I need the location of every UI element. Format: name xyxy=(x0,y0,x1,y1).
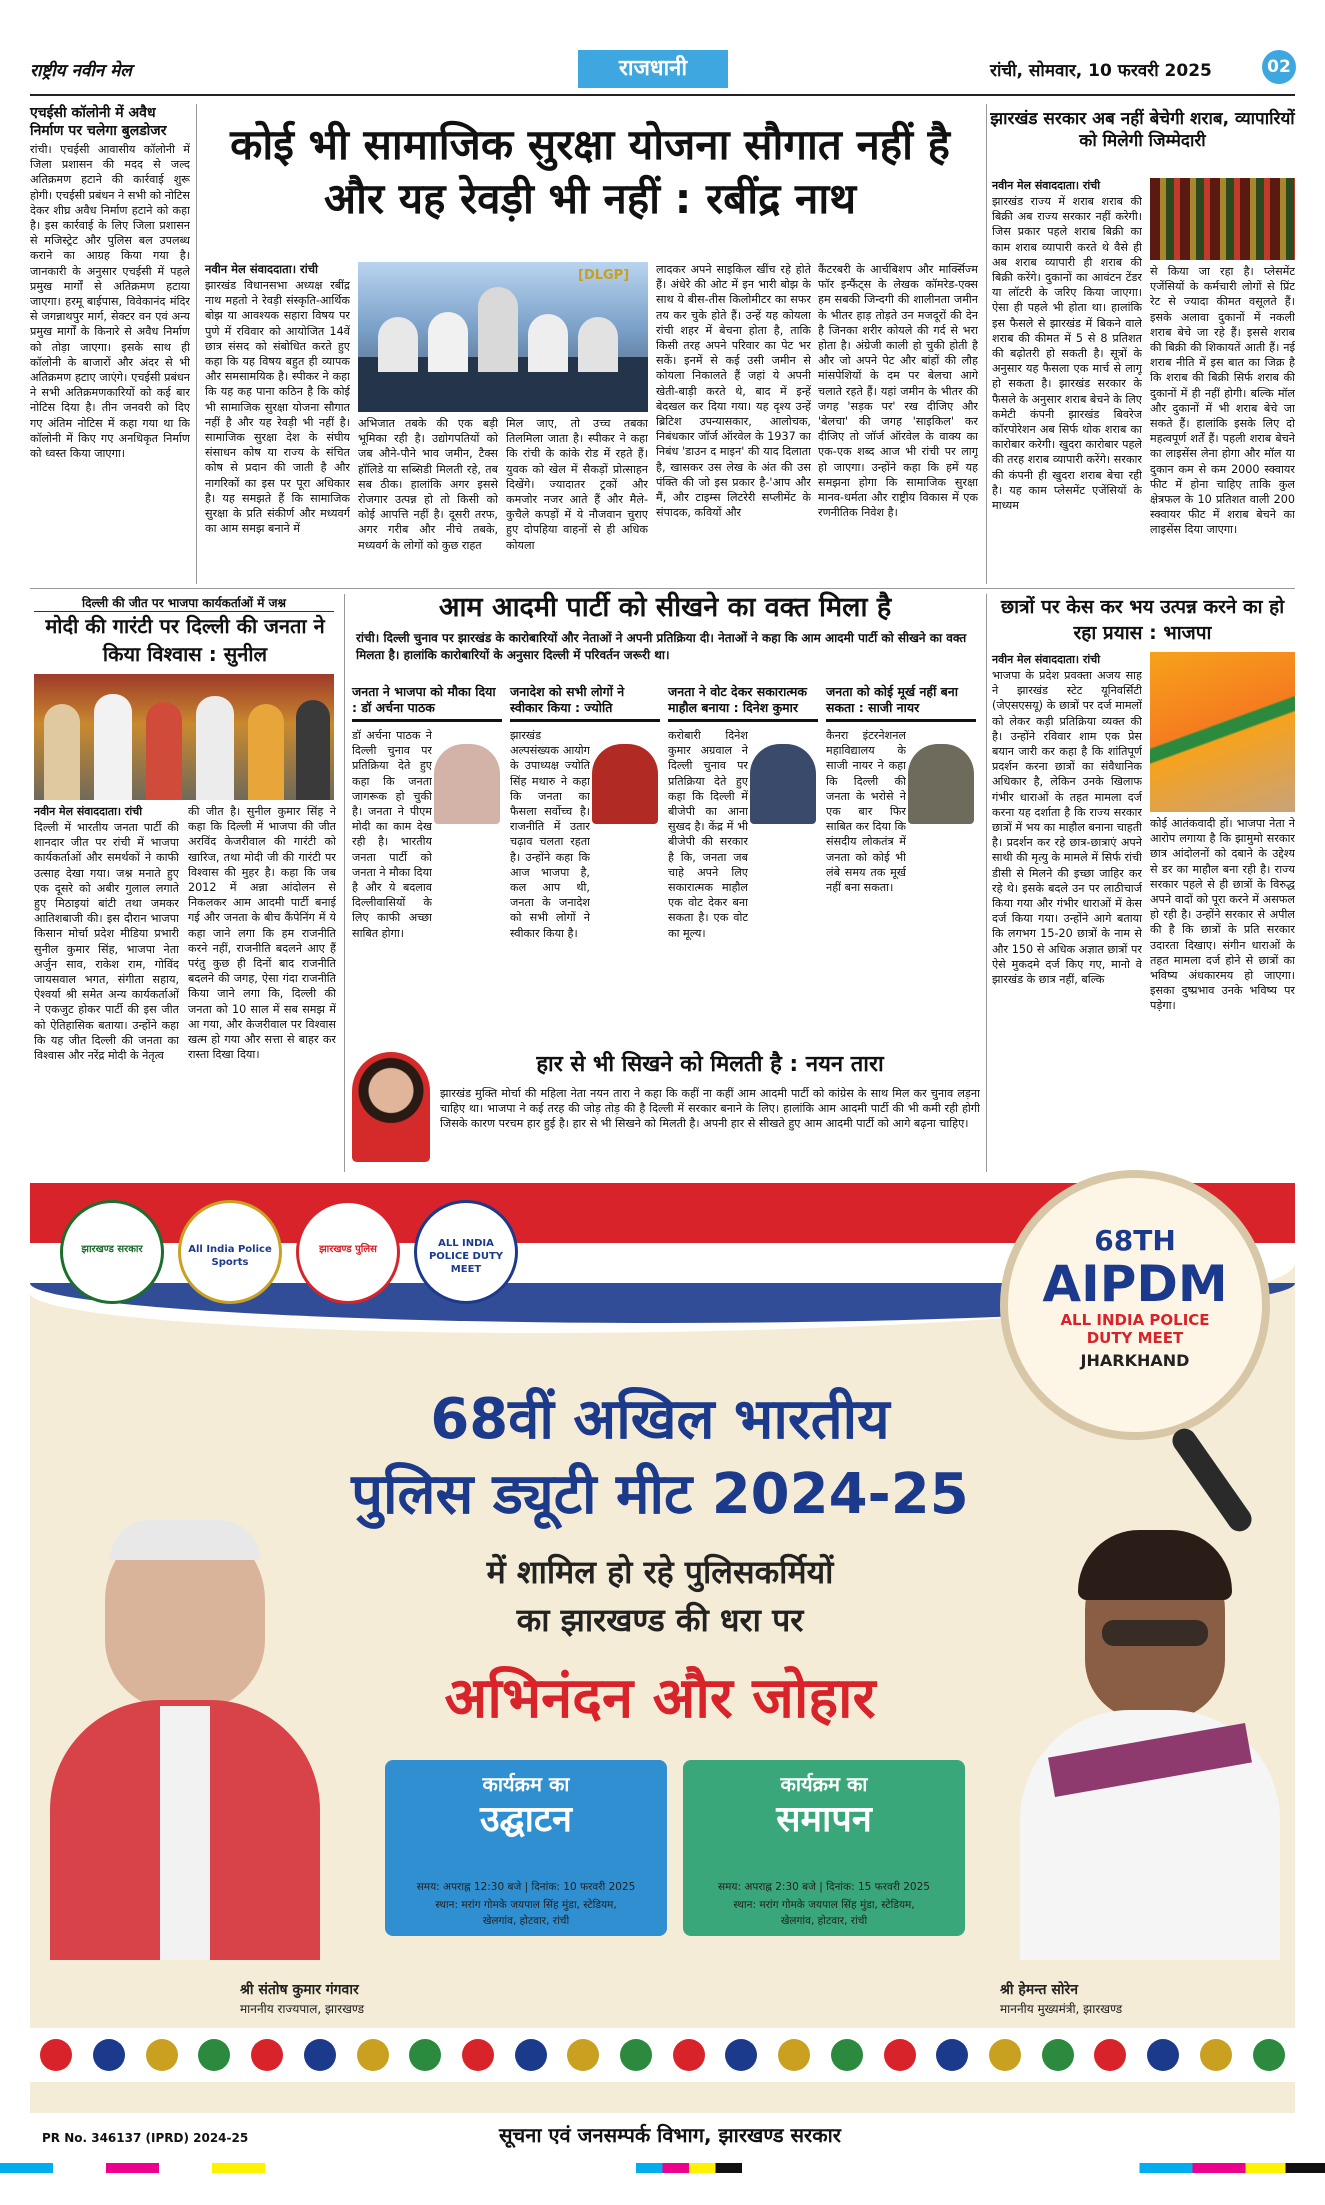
section-divider xyxy=(30,588,1295,589)
right-top-headline: झारखंड सरकार अब नहीं बेचेगी शराब, व्यापारियों को मिलेगी जिम्मेदारी xyxy=(990,109,1295,151)
governor-role: माननीय राज्यपाल, झारखण्ड xyxy=(240,2002,365,2016)
right-mid-col-1: भाजपा के प्रदेश प्रवक्ता अजय साह ने झारखंड स्टेट यूनिवर्सिटी (जेएसएसयू) के छात्रों पर दर्ज मामलों को लेकर कड़ी प्रतिक्रिया व्यक्त की है। उन्होंने रविवार शाम एक प्रेस बयान जारी कर कहा है कि शांतिपूर्ण प्रदर्शन करना छात्रों का संवैधानिक अधिकार है, लेकिन उनके खिलाफ गंभीर धाराओं के तहत मामला दर्ज करना यह दर्शाता है कि राज्य सरकार छात्रों में भय का माहौल बनाना चाहती है। प्रदर्शन कर रहे छात्र-छात्राएं अपने साथी की मृत्यु के मामले में सिर्फ रांची डीसी से मिलने की इच्छा जाहिर कर रहे थे। इसके बदले उन पर लाठीचार्ज किया गया और गंभीर धाराओं में केस दर्ज किया गया। उन्होंने आगे बताया कि लगभग 15-20 छात्रों के नाम से और 150 से अधिक अज्ञात छात्रों पर ऐसे मुकदमे दर्ज किए गए, मानो वे झारखंड के छात्र नहीं, बल्कि xyxy=(992,669,1142,987)
lead-col-2: अभिजात तबके की एक बड़ी भूमिका रही है। उद्योगपतियों को जब औने-पौने भाव जमीन, टैक्स हॉलिडे या सब्सिडी मिलती रहे, तब सब ठीक। हालांकि अगर इससे रोजगार उत्पन्न हो तो किसी को कोई आपत्ति नहीं है। दूसरी तरफ, अगर गरीब और नीचे तबके, मध्यवर्ग के लोगों को कुछ राहत xyxy=(358,417,498,552)
quote-block-4 xyxy=(826,684,976,1044)
color-registration-strip xyxy=(0,2163,1325,2173)
lead-headline: कोई भी सामाजिक सुरक्षा योजना सौगात नहीं है और यह रेवड़ी भी नहीं : रबींद्र नाथ xyxy=(230,120,950,223)
badge-icon xyxy=(567,2039,599,2071)
section-tab[interactable]: राजधानी xyxy=(578,50,728,88)
inauguration-venue: स्थान: मरांग गोमके जयपाल सिंह मुंडा, स्टेडियम, xyxy=(435,1899,617,1911)
ad-subtitle-1: में शामिल हो रहे पुलिसकर्मियों xyxy=(486,1553,834,1591)
liquor-shelf-photo xyxy=(1150,178,1295,260)
right-top-col-2: से किया जा रहा है। प्लेसमेंट एजेंसियों के कर्मचारी लोगों से प्रिंट रेट से ज्यादा कीमत वसूलते हैं। इसके अलावा दुकानों में नकली शराब बेचे जा रहे हैं। इससे शराब की बिक्री की शिकायतें आती हैं। नई शराब नीति में इस बात का जिक्र है कि शराब की बिक्री सिर्फ शराब की दुकानों में ही नहीं होगी। बल्कि मॉल और दुकानों में भी शराब बेचे जा सकते हैं। हालांकि इसके लिए दो महत्वपूर्ण शर्तें हैं। पहली शराब बेचने का लाइसेंस लेना होगा और मॉल या दुकान कम से कम 2000 स्क्वायर फीट में होना चाहिए ताकि कुल क्षेत्रफल के 10 प्रतिशत वाली 200 स्क्वायर फीट में शराब बेचने का लाइसेंस दिया जाएगा। xyxy=(1150,265,1295,537)
badge-icon xyxy=(936,2039,968,2071)
nayan-headline: हार से भी सिखने को मिलती है : नयन तारा xyxy=(536,1052,884,1077)
quote-body: कैनरा इंटरनेशनल महाविद्यालय के साजी नायर ने कहा कि दिल्ली की जनता के भरोसे ने एक बार फिर साबित कर दिया कि संसदीय लोकतंत्र में जनता को कोई भी लंबे समय तक मूर्ख नहीं बना सकता। xyxy=(826,729,906,895)
nayan-body: झारखंड मुक्ति मोर्चा की महिला नेता नयन तारा ने कहा कि कहीं ना कहीं आम आदमी पार्टी को कांग्रेस के साथ मिल कर चुनाव लड़ना चाहिए था। भाजपा ने कई तरह की जोड़ तोड़ की है दिल्ली में सरकार बनाने के लिए। हालांकि आम आदमी पार्टी की भी कमी रही होगी जिसके कारण परचम हार हुई है। हार से भी सिखने को मिलती है। अपनी हार से सीखते हुए आम आदमी पार्टी को आगे बढ़ना चाहिए। xyxy=(440,1087,980,1131)
lead-col-1: झारखंड विधानसभा अध्यक्ष रबींद्र नाथ महतो ने रेवड़ी संस्कृति-आर्थिक बोझ या आवश्यक सहारा विषय पर पुणे में रविवार को आयोजित 14वें छात्र संसद को संबोधित करते हुए कहा कि यह विषय बहुत ही व्यापक और समसामयिक है। स्पीकर ने कहा कि यह कह पाना कठिन है कि कोई भी सामाजिक सुरक्षा योजना सौगात नहीं है और यह रेवड़ी भी नहीं है। सामाजिक सुरक्षा देश के संघीय संसाधन कोष या राज्य के संचित कोष से प्रदान की जाती है और नागरिकों का इस पर पूरा अधिकार है। यह समझते हैं कि सामाजिक सुरक्षा के प्रति संकीर्ण और मध्यवर्ग का आम समझ बनाने में xyxy=(205,279,350,536)
right-mid-headline: छात्रों पर केस कर भय उत्पन्न करने का हो रहा प्रयास : भाजपा xyxy=(1000,596,1285,644)
inauguration-venue-2: खेलगांव, होटवार, रांची xyxy=(482,1915,570,1927)
badge-icon xyxy=(304,2039,336,2071)
closing-venue-2: खेलगांव, होटवार, रांची xyxy=(780,1915,868,1927)
badge-icon xyxy=(831,2039,863,2071)
right-mid-byline: नवीन मेल संवाददाता। रांची xyxy=(992,653,1101,666)
badge-icon xyxy=(409,2039,441,2071)
badge-icon xyxy=(251,2039,283,2071)
badge-icon xyxy=(198,2039,230,2071)
closing-venue: स्थान: मरांग गोमके जयपाल सिंह मुंडा, स्टेडियम, xyxy=(733,1899,915,1911)
badge-icon xyxy=(725,2039,757,2071)
lead-col-4: लादकर अपने साइकिल खींच रहे होते हैं। अंधेरे की ओट में इन भारी बोझ के साथ ये बीस-तीस किलोमीटर का सफर तय कर चुके होते हैं। उन्हें यह कोयला रांची शहर में बेचना होता है, ताकि किसी तरह अपने परिवार का पेट भर सकें। इनमें से कई उसी जमीन से कोयला निकालते हैं जहां ये अपनी खेती-बाड़ी करते थे, बाद में इन्हें बेदखल कर दिया गया। यह दृश्य उन्हें ब्रिटिश उपन्यासकार, आलोचक, निबंधकार जॉर्ज ऑरवेल के 1937 का निबंध 'डाउन द माइन' की याद दिलाता है, खासकर उस लेख के अंत की उस पंक्ति की जो इस प्रकार है-'आप और मैं, और टाइम्स लिटरेरी सप्लीमेंट के संपादक, कवियों और xyxy=(656,263,811,520)
cm-name: श्री हेमन्त सोरेन xyxy=(1000,1982,1078,1998)
governor-name: श्री संतोष कुमार गंगवार xyxy=(240,1982,359,1998)
left-story xyxy=(30,104,190,604)
newspaper-brand: राष्ट्रीय नवीन मेल xyxy=(30,61,132,81)
left-story-heading: एचईसी कॉलोनी में अवैध निर्माण पर चलेगा बुलडोजर xyxy=(30,105,167,139)
aap-dek: रांची। दिल्ली चुनाव पर झारखंड के कारोबारियों और नेताओं ने अपनी प्रतिक्रिया दी। नेताओं ने कहा कि आम आदमी पार्टी को सीखने का वक्त मिलता है। हालांकि कारोबारियों के अनुसार दिल्ली में परिवर्तन जरूरी था। xyxy=(356,631,967,662)
page-number: 02 xyxy=(1262,50,1296,84)
lead-photo xyxy=(358,262,648,412)
left-story-body: रांची। एचईसी आवासीय कॉलोनी में जिला प्रशासन की मदद से जल्द अतिक्रमण हटाने की कार्रवाई शुरू होगी। एचईसी प्रबंधन ने सभी को नोटिस देकर शीघ्र अवैध निर्माण हटाने को कहा है। इस कार्रवाई के लिए जिला प्रशासन से मजिस्ट्रेट और पुलिस बल उपलब्ध कराने का आग्रह किया गया है। जानकारी के अनुसार एचईसी में पहले प्रमुख मार्गों से अतिक्रमण हटाया जाएगा। हरमू बाईपास, विवेकानंद मंदिर से जगन्नाथपुर मार्ग, सेक्टर वन एवं अन्य प्रमुख मार्गों के किनारे से अवैध निर्माण को तोड़ा जाएगा। इसके साथ ही कॉलोनी के बाजारों और अंदर से भी अतिक्रमण हटाए जाएंगे। एचईसी प्रबंधन ने सभी अतिक्रमणकारियों को कई बार नोटिस दिया है। तीन जनवरी को दिए गए अंतिम नोटिस में कहा गया था कि कॉलोनी में किए गए अनधिकृत निर्माण को ध्वस्त किया जाएगा। xyxy=(30,143,190,461)
quote-title: जनता को कोई मूर्ख नहीं बना सकता : साजी नायर xyxy=(826,684,976,722)
lead-byline: नवीन मेल संवाददाता। रांची xyxy=(205,262,319,276)
quote-title: जनता ने वोट देकर सकारात्मक माहौल बनाया : दिनेश कुमार xyxy=(668,684,818,722)
masthead xyxy=(30,50,1295,90)
quote-title: जनादेश को सभी लोगों ने स्वीकार किया : ज्योति xyxy=(510,684,660,722)
left-mid-col-1: दिल्ली में भारतीय जनता पार्टी की शानदार जीत पर रांची में भाजपा कार्यकर्ताओं और समर्थकों ने काफी उत्साह देखा गया। जश्न मनाते हुए एक दूसरे को अबीर गुलाल लगाते हुए मिठाइयां बांटी तथा जमकर आतिशबाजी की। इस दौरान भाजपा किसान मोर्चा प्रदेश मीडिया प्रभारी सुनील कुमार सिंह, भाजपा नेता अर्जुन साव, राकेश राम, गोविंद जायसवाल भगत, संगीता सहाय, ऐश्वर्या श्री समेत अन्य कार्यकर्ताओं ने एकजुट होकर पार्टी की इस जीत को ऐतिहासिक बताया। उन्होंने कहा कि यह जीत दिल्ली की जनता का विश्वास और नरेंद्र मोदी के नेतृत्व xyxy=(34,821,179,1063)
aipdm-badge xyxy=(1000,1170,1270,1440)
badge-icon xyxy=(40,2039,72,2071)
badge-icon xyxy=(884,2039,916,2071)
badge-icon xyxy=(1147,2039,1179,2071)
cm-portrait xyxy=(1010,1520,1290,1960)
card-title: उद्घाटन xyxy=(479,1799,573,1840)
bjp-flag-photo xyxy=(1150,652,1295,812)
column-divider xyxy=(196,104,197,584)
quote-block-1 xyxy=(352,684,502,1044)
left-mid-byline: नवीन मेल संवाददाता। रांची xyxy=(34,805,143,818)
badge-icon xyxy=(778,2039,810,2071)
right-top-col-1: झारखंड राज्य में शराब शराब की बिक्री अब राज्य सरकार नहीं करेगी। जिस प्रकार पहले शराब बिक्री का काम शराब व्यापारी करते थे वैसे ही अब शराब व्यापारी ही शराब की बिक्री करेंगे। दुकानों का आवंटन टेंडर या लॉटरी के जरिए किया जाएगा। ऐसा ही पहले भी होता था। हालांकि इस फैसले से झारखंड में बिकने वाले शराब की कीमत में 5 से 8 प्रतिशत की बढ़ोतरी हो सकती है। सूत्रों के अनुसार यह फैसला एक मार्च से लागू हो सकता है। झारखंड सरकार के फैसले के अनुसार शराब बेचने के लिए कमेटी कंपनी झारखंड बिवरेज कॉरपोरेशन अब सिर्फ थोक शराब का कारोबार करेगी। खुदरा कारोबार पहले की तरह शराब व्यापारी करेंगे। सरकार की कंपनी ही खुदरा शराब बेचा रही है। यह काम प्लेसमेंट एजेंसियों के माध्यम xyxy=(992,195,1142,513)
badge-icon xyxy=(1253,2039,1285,2071)
badge-icon xyxy=(1094,2039,1126,2071)
card-title: समापन xyxy=(776,1799,872,1840)
ad-title-line-2: पुलिस ड्यूटी मीट 2024-25 xyxy=(351,1462,969,1527)
quote-block-2 xyxy=(510,684,660,1044)
card-kicker: कार्यक्रम का xyxy=(482,1772,570,1796)
governor-portrait xyxy=(40,1520,330,1960)
quote-title: जनता ने भाजपा को मौका दिया : डॉ अर्चना पाठक xyxy=(352,684,502,722)
badge-icon xyxy=(989,2039,1021,2071)
ad-greeting: अभिनंदन और जोहार xyxy=(444,1666,876,1731)
jharkhand-emblem: झारखण्ड सरकार xyxy=(60,1200,164,1304)
closing-time: समय: अपराह्न 2:30 बजे | दिनांक: 15 फरवरी 2025 xyxy=(718,1881,930,1893)
lead-col-3: मिल जाए, तो उच्च तबका तिलमिला जाता है। स्पीकर ने कहा कि रांची के कांके रोड में रहते हैं। युवक को खेल में सैकड़ों प्रोत्साहन दिखेंगे। ज्यादातर ट्रकों और कमजोर नजर आते हैं और मैले-कुचैले कपड़ों में ये नौजवान चुराए हुए दोपहिया वाहनों से ही अधिक कोयला xyxy=(506,417,648,552)
police-sports-emblem: All India Police Sports xyxy=(178,1200,282,1304)
archana-photo xyxy=(434,744,500,824)
masthead-rule xyxy=(30,94,1295,96)
badge-icon xyxy=(1042,2039,1074,2071)
pr-number: PR No. 346137 (IPRD) 2024-25 xyxy=(42,2131,249,2145)
nayan-tara-photo xyxy=(352,1052,430,1162)
badge-icon xyxy=(462,2039,494,2071)
card-kicker: कार्यक्रम का xyxy=(780,1772,868,1796)
badge-line-5: JHARKHAND xyxy=(1080,1351,1190,1370)
department-name: सूचना एवं जनसम्पर्क विभाग, झारखण्ड सरकार xyxy=(499,2123,841,2147)
cm-role: माननीय मुख्यमंत्री, झारखण्ड xyxy=(1000,2002,1123,2016)
badge-icon xyxy=(357,2039,389,2071)
badge-line-4: DUTY MEET xyxy=(1086,1329,1184,1347)
badge-ordinal: 68TH xyxy=(1094,1224,1176,1257)
ad-subtitle-2: का झारखण्ड की धरा पर xyxy=(516,1601,804,1639)
right-top-byline: नवीन मेल संवाददाता। रांची xyxy=(992,179,1101,192)
police-badges-row xyxy=(30,2028,1295,2082)
badge-icon xyxy=(93,2039,125,2071)
saji-photo xyxy=(908,744,974,824)
quote-body: झारखंड अल्पसंख्यक आयोग के उपाध्यक्ष ज्योति सिंह मथारु ने कहा कि जनता का फैसला सर्वोच्च है। राजनीति में उतार चढ़ाव चलता रहता है। उन्होंने कहा कि आज भाजपा है, कल आप थी, जनता के जनादेश को सभी लोगों ने स्वीकार किया है। xyxy=(510,729,590,940)
jharkhand-police-emblem: झारखण्ड पुलिस xyxy=(296,1200,400,1304)
quote-body: करोबारी दिनेश कुमार अग्रवाल ने दिल्ली चुनाव पर प्रतिक्रिया देते हुए कहा कि दिल्ली में बीजेपी का आना सुखद है। केंद्र में भी बीजेपी की सरकार है कि, जनता जब चाहे अपने लिए सकारात्मक माहौल एक वोट देकर बना सकता है। एक वोट का मूल्य। xyxy=(668,729,748,940)
left-mid-kicker: दिल्ली की जीत पर भाजपा कार्यकर्ताओं में जश्न xyxy=(34,594,334,612)
quote-block-3 xyxy=(668,684,818,1044)
ad-title-line-1: 68वीं अखिल भारतीय xyxy=(430,1387,890,1452)
aap-headline: आम आदमी पार्टी को सीखने का वक्त मिला है xyxy=(438,592,892,623)
dinesh-photo xyxy=(750,744,816,824)
inauguration-time: समय: अपराह्न 12:30 बजे | दिनांक: 10 फरवरी 2025 xyxy=(416,1881,636,1893)
badge-icon xyxy=(515,2039,547,2071)
badge-acronym: AIPDM xyxy=(1042,1255,1228,1313)
column-divider xyxy=(986,594,987,1172)
left-mid-col-2: की जीत है। सुनील कुमार सिंह ने कहा कि दिल्ली में भाजपा की जीत अरविंद केजरीवाल की गारंटी को खारिज, तथा मोदी जी की गारंटी पर विश्वास की मुहर है। कहा कि जब 2012 में अन्ना आंदोलन से निकलकर आम आदमी पार्टी बनाई गई और जनता के बीच कैंपेनिंग में ये कहा जाने लगा कि हम राजनीति करने नहीं, राजनीति बदलने आए हैं परंतु कुछ ही दिनों बाद राजनीति बदलने की जगह, ऐसा गंदा राजनीति किया जाने लगा कि, दिल्ली की जनता को 10 साल में सब समझ में आ गया, और केजरीवाल पर विश्वास खत्म हो गया और सत्ता से बाहर कर रास्ता दिखा दिया। xyxy=(188,805,336,1062)
left-mid-headline: मोदी की गारंटी पर दिल्ली की जनता ने किया विश्वास : सुनील xyxy=(45,614,325,666)
right-mid-col-2: कोई आतंकवादी हों। भाजपा नेता ने आरोप लगाया है कि झामुमो सरकार छात्र आंदोलनों को दबाने के उद्देश्य से डर का माहौल बना रही है। राज्य सरकार पहले से ही छात्रों के विरुद्ध अपने वादों को पूरा करने में असफल हो रही है। उन्होंने सरकार से अपील की है कि छात्रों के प्रति सरकार उदारता दिखाए। संगीन धाराओं के तहत मामला दर्ज होने से छात्रों का भविष्य अंधकारमय हो जाएगा। इसका दुष्प्रभाव उनके भविष्य पर पड़ेगा। xyxy=(1150,817,1295,1013)
badge-icon xyxy=(1200,2039,1232,2071)
ad-footer xyxy=(30,2113,1295,2163)
photo-label: [DLGP] xyxy=(578,268,630,283)
badge-icon xyxy=(146,2039,178,2071)
celebration-photo xyxy=(34,674,334,800)
jyoti-photo xyxy=(592,744,658,824)
duty-meet-emblem: ALL INDIA POLICE DUTY MEET xyxy=(414,1200,518,1304)
quote-body: डॉ अर्चना पाठक ने दिल्ली चुनाव पर प्रतिक्रिया देते हुए कहा कि जनता जागरूक हो चुकी है। जनता ने पीएम मोदी का काम देख रही है। भारतीय जनता पार्टी को जनता ने मौका दिया है और ये बदलाव दिल्लीवासियों के लिए काफी अच्छा साबित होगा। xyxy=(352,729,432,940)
badge-icon xyxy=(620,2039,652,2071)
column-divider xyxy=(986,104,987,584)
badge-icon xyxy=(673,2039,705,2071)
column-divider xyxy=(344,594,345,1172)
badge-line-3: ALL INDIA POLICE xyxy=(1060,1311,1210,1329)
issue-date: रांची, सोमवार, 10 फरवरी 2025 xyxy=(990,61,1212,81)
lead-col-5: कैंटरबरी के आर्चबिशप और मार्क्सिज्म फॉर इन्फैंट्स के लेखक कॉमरेड-एक्स हम सबकी जिन्दगी की शालीनता जमीन के भीतर हाड़ तोड़ते उन मजदूरों की देन है जिनका शरीर कोयले की गर्द से भरा होता है। अंग्रेजी काली हो चुकी होती है और जो अपने पेट और बांहों की लौह मांसपेशियों के दम पर बेलचा आगे चलाते रहते हैं। यहां जमीन के भीतर की जगह 'सड़क पर' रख दीजिए और 'बेलचा' की जगह 'साइकिल' कर दीजिए तो जॉर्ज ऑरवेल के वाक्य का एक-एक शब्द आज भी रांची पर लागू हो जाएगा। उन्होंने कहा कि हमें यह समझना होगा कि सामाजिक सुरक्षा मानव-धर्मता और राष्ट्रीय विकास में एक रणनीतिक निवेश है। xyxy=(818,263,978,520)
